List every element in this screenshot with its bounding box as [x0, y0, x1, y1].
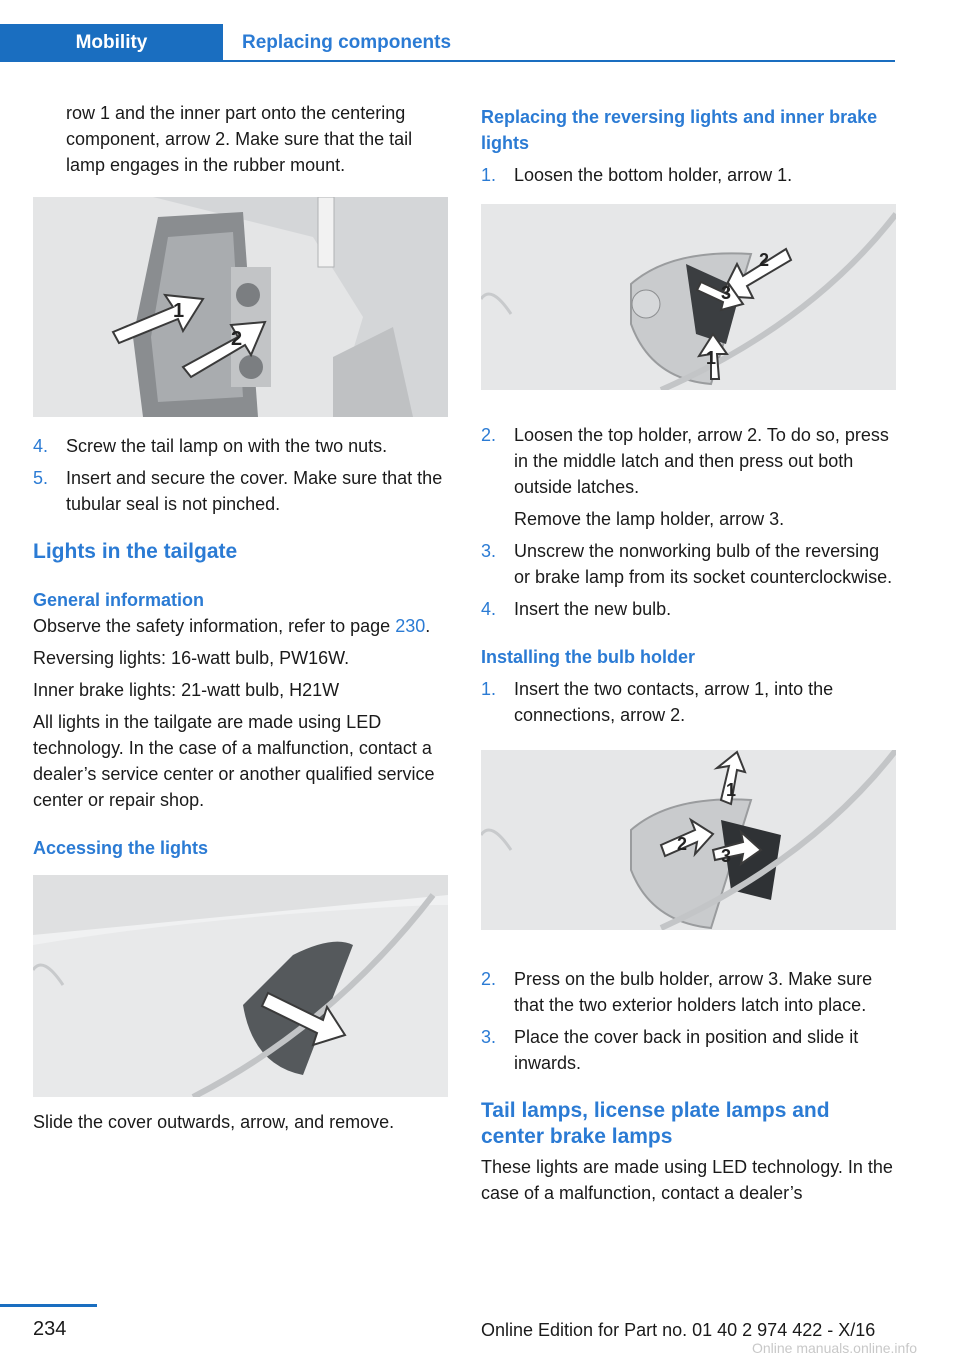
- step-number: 4.: [481, 599, 497, 619]
- step-text: Unscrew the nonworking bulb of the reversing or brake lamp from its socket counterclockwise.: [514, 541, 893, 587]
- figure-accessing-lights: [33, 875, 448, 1097]
- list-item: [33, 433, 448, 459]
- figure-label-2: 2: [759, 250, 770, 270]
- step-2-subtext: Remove the lamp holder, arrow 3.: [514, 509, 785, 529]
- step-number: 1.: [481, 165, 497, 185]
- page-header: [0, 0, 895, 62]
- list-item: [481, 162, 896, 188]
- list-item: [481, 966, 896, 1018]
- step-text: Loosen the bottom holder, arrow 1.: [514, 165, 793, 185]
- heading-general-information: General information: [33, 590, 205, 610]
- step-number: 4.: [33, 436, 49, 456]
- list-item: [481, 1024, 896, 1076]
- footer-rule: [0, 1304, 97, 1307]
- step-number: 3.: [481, 541, 497, 561]
- header-rule: [0, 60, 895, 62]
- steps-list-a: [33, 433, 448, 517]
- figure-label-2: 2: [231, 328, 243, 350]
- heading-installing-bulb-holder: Installing the bulb holder: [481, 647, 695, 667]
- list-item: [33, 465, 448, 517]
- list-item: [481, 538, 896, 590]
- heading-lights-in-tailgate: Lights in the tailgate: [33, 540, 238, 563]
- step-text: Loosen the top holder, arrow 2. To do so, press in the middle latch and then press out both outside latches.: [514, 425, 889, 497]
- figure-label-1: 1: [173, 300, 185, 322]
- figure-tail-lamp-mounting: [33, 197, 448, 417]
- right-column: [481, 104, 896, 1206]
- general-paragraph-3: Inner brake lights: 21-watt bulb, H21W: [33, 680, 340, 700]
- general-paragraph-1: Observe the safety information, refer to page 230.: [33, 616, 431, 636]
- tab-replacing-components: Replacing components: [242, 32, 452, 53]
- intro-paragraph: row 1 and the inner part onto the centering component, arrow 2. Make sure that the tail lamp engages in the rubber mount.: [66, 103, 413, 175]
- figure-installing-holder: [481, 750, 896, 930]
- watermark: Online manuals.online.info: [752, 1340, 917, 1356]
- step-number: 1.: [481, 679, 497, 699]
- figure-bottom-holder: [481, 204, 896, 390]
- figure-label-1: 1: [706, 348, 717, 368]
- accessing-caption: Slide the cover outwards, arrow, and remove.: [33, 1112, 395, 1132]
- figure-label-2: 2: [677, 834, 688, 854]
- step-text: Place the cover back in position and slide it inwards.: [514, 1027, 859, 1073]
- general-paragraph-2: Reversing lights: 16-watt bulb, PW16W.: [33, 648, 350, 668]
- list-item: [481, 596, 896, 622]
- page-link[interactable]: 230: [395, 616, 426, 636]
- left-column: [33, 100, 448, 1135]
- step-number: 3.: [481, 1027, 497, 1047]
- tail-lamps-paragraph: These lights are made using LED technology. In the case of a malfunction, contact a dealer’s: [481, 1157, 893, 1203]
- list-item: [481, 422, 896, 500]
- step-number: 5.: [33, 468, 49, 488]
- tab-mobility: Mobility: [0, 24, 223, 62]
- step-number: 2.: [481, 969, 497, 989]
- figure-label-1: 1: [726, 780, 737, 800]
- edition-text: Online Edition for Part no. 01 40 2 974 422 - X/16: [481, 1320, 876, 1340]
- general-paragraph-4: All lights in the tailgate are made using LED technology. In the case of a malfunction, contact a dealer’s service center or another qualified service center or repair shop.: [33, 712, 435, 810]
- heading-replacing-lights: Replacing the reversing lights and inner brake lights: [481, 107, 878, 153]
- step-number: 2.: [481, 425, 497, 445]
- step-text: Press on the bulb holder, arrow 3. Make sure that the two exterior holders latch into place.: [514, 969, 873, 1015]
- step-text: Insert the two contacts, arrow 1, into the connections, arrow 2.: [514, 679, 834, 725]
- list-item: [481, 676, 896, 728]
- page-number: 234: [33, 1318, 67, 1340]
- figure-label-3: 3: [721, 846, 732, 866]
- heading-accessing-lights: Accessing the lights: [33, 838, 209, 858]
- step-text: Insert and secure the cover. Make sure that the tubular seal is not pinched.: [66, 468, 443, 514]
- figure-label-3: 3: [721, 283, 732, 303]
- step-text: Screw the tail lamp on with the two nuts.: [66, 436, 388, 456]
- heading-tail-lamps: Tail lamps, license plate lamps and center brake lamps: [481, 1099, 830, 1148]
- step-text: Insert the new bulb.: [514, 599, 672, 619]
